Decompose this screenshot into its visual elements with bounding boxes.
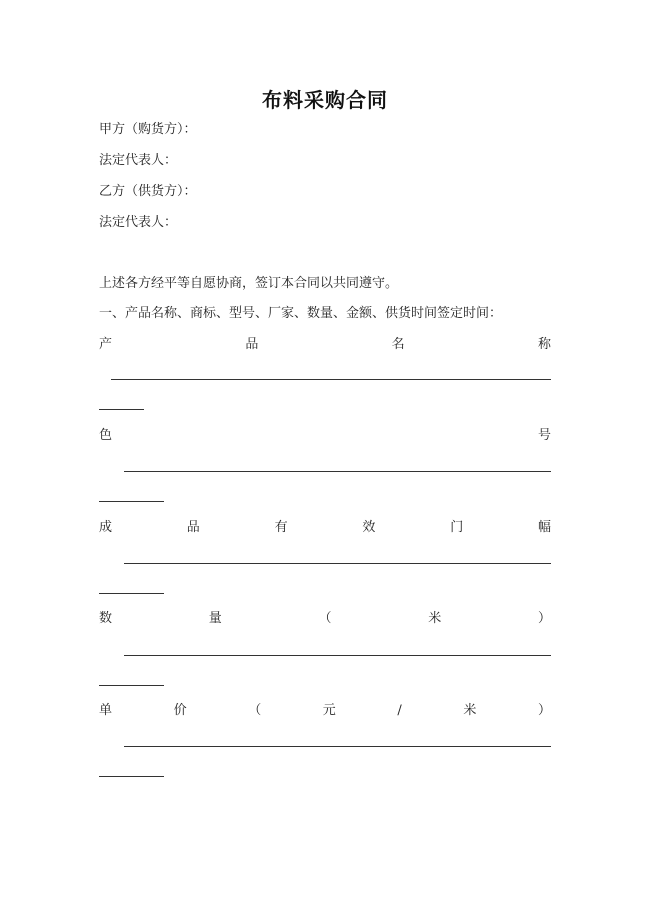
party-a-label: 甲方（购货方）： [99, 122, 197, 137]
effective-width-char: 效 [362, 520, 376, 535]
unit-price-char: / [397, 703, 402, 718]
color-number-fill-line-end[interactable] [99, 501, 164, 502]
unit-price-char: 单 [99, 703, 113, 718]
quantity-char: （ [318, 611, 332, 626]
unit-price-char: 米 [463, 703, 477, 718]
effective-width-char: 有 [274, 520, 288, 535]
color-number-label [99, 428, 551, 444]
quantity-char: ） [537, 611, 551, 626]
unit-price-char: 元 [322, 703, 336, 718]
color-number-char: 色 [99, 428, 113, 443]
product-name-char: 产 [99, 337, 113, 352]
quantity-fill-line-end[interactable] [99, 685, 164, 686]
unit-price-char: （ [248, 703, 262, 718]
document-title: 布料采购合同 [262, 88, 388, 112]
effective-width-fill-line[interactable] [124, 563, 551, 564]
party-b-representative-label: 法定代表人： [99, 215, 178, 230]
effective-width-char: 门 [450, 520, 464, 535]
quantity-char: 量 [208, 611, 222, 626]
product-name-fill-line-end[interactable] [99, 409, 144, 410]
product-name-label [99, 337, 551, 353]
unit-price-fill-line[interactable] [124, 746, 551, 747]
unit-price-char: ） [537, 703, 551, 718]
effective-width-label [99, 520, 551, 536]
quantity-char: 数 [99, 611, 113, 626]
party-a-representative-label: 法定代表人： [99, 153, 178, 168]
product-name-char: 品 [245, 337, 259, 352]
color-number-char: 号 [537, 428, 551, 443]
product-name-char: 称 [537, 337, 551, 352]
unit-price-label [99, 703, 551, 719]
quantity-label [99, 611, 551, 627]
party-b-label: 乙方（供货方）： [99, 184, 197, 199]
effective-width-char: 成 [99, 520, 113, 535]
section-1-heading: 一、产品名称、商标、型号、厂家、数量、金额、供货时间签定时间： [99, 306, 503, 321]
effective-width-char: 品 [186, 520, 200, 535]
product-name-char: 名 [391, 337, 405, 352]
color-number-fill-line[interactable] [124, 471, 551, 472]
unit-price-char: 价 [173, 703, 187, 718]
effective-width-fill-line-end[interactable] [99, 593, 164, 594]
product-name-fill-line[interactable] [111, 379, 551, 380]
quantity-char: 米 [428, 611, 442, 626]
unit-price-fill-line-end[interactable] [99, 776, 164, 777]
effective-width-char: 幅 [537, 520, 551, 535]
intro-paragraph: 上述各方经平等自愿协商，签订本合同以共同遵守。 [99, 276, 399, 291]
quantity-fill-line[interactable] [124, 655, 551, 656]
